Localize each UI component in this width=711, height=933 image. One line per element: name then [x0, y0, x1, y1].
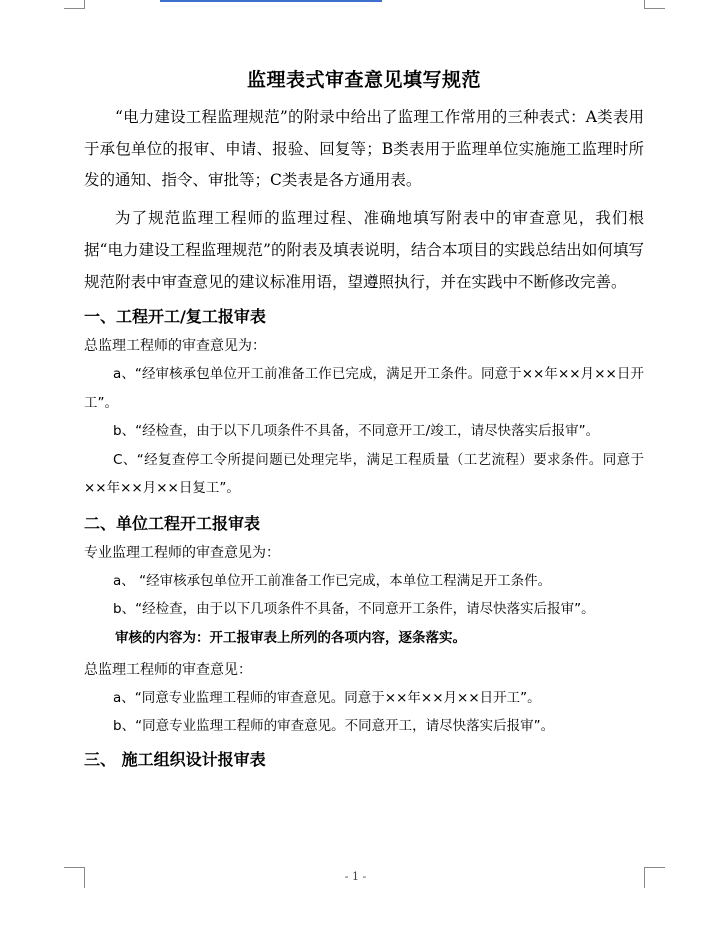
page-corner-mark: [64, 0, 85, 9]
section-heading: 一、工程开工/复工报审表: [84, 307, 266, 327]
document-title: 监理表式审查意见填写规范: [246, 69, 481, 91]
intro-paragraph: 为了规范监理工程师的监理过程、准确地填写附表中的审查意见，我们根据“电力建设工程监理规范”的附表及填表说明，结合本项目的实践总结出如何填写规范附表中审查意见的建议标准用语，望遵照执行，并在实践中不断修改完善。: [84, 209, 644, 291]
review-option: a、“经审核承包单位开工前准备工作已完成，满足开工条件。同意于××年××月××日开工”。: [84, 366, 644, 411]
section-heading: 三、 施工组织设计报审表: [84, 749, 266, 769]
review-label: 总监理工程师的审查意见为：: [84, 338, 266, 355]
section-construction-plan: [84, 745, 644, 775]
review-option: C、“经复查停工令所提问题已处理完毕，满足工程质量（工艺流程）要求条件。同意于××年××月××日复工”。: [84, 451, 644, 497]
page-number: - 1 -: [344, 870, 367, 883]
review-option: a、“同意专业监理工程师的审查意见。同意于××年××月××日开工”。: [113, 689, 541, 706]
review-option: b、“经检查，由于以下几项条件不具备，不同意开工/竣工，请尽快落实后报审”。: [113, 423, 600, 440]
review-option: b、“同意专业监理工程师的审查意见。不同意开工，请尽快落实后报审”。: [113, 718, 555, 735]
review-label: 专业监理工程师的审查意见为：: [84, 544, 280, 561]
page-top-marker: [160, 0, 382, 2]
review-note: 审核的内容为：开工报审表上所列的各项内容，逐条落实。: [115, 629, 467, 646]
review-option: b、“经检查，由于以下几项条件不具备，不同意开工条件，请尽快落实后报审”。: [113, 601, 595, 618]
review-label: 总监理工程师的审查意见：: [84, 661, 252, 678]
section-unit-start-report: [84, 509, 644, 741]
section-start-report: [84, 302, 644, 503]
review-option: a、 “经审核承包单位开工前准备工作已完成，本单位工程满足开工条件。: [113, 572, 552, 589]
page-corner-mark: [644, 0, 665, 9]
intro-paragraph: “电力建设工程监理规范”的附录中给出了监理工作常用的三种表式：A类表用于承包单位的报审、申请、报验、回复等；B类表用于监理单位实施施工监理时所发的通知、指令、审批等；C类表是各方通用表。: [84, 108, 644, 190]
section-heading: 二、单位工程开工报审表: [84, 513, 261, 533]
document-page: [84, 62, 644, 775]
